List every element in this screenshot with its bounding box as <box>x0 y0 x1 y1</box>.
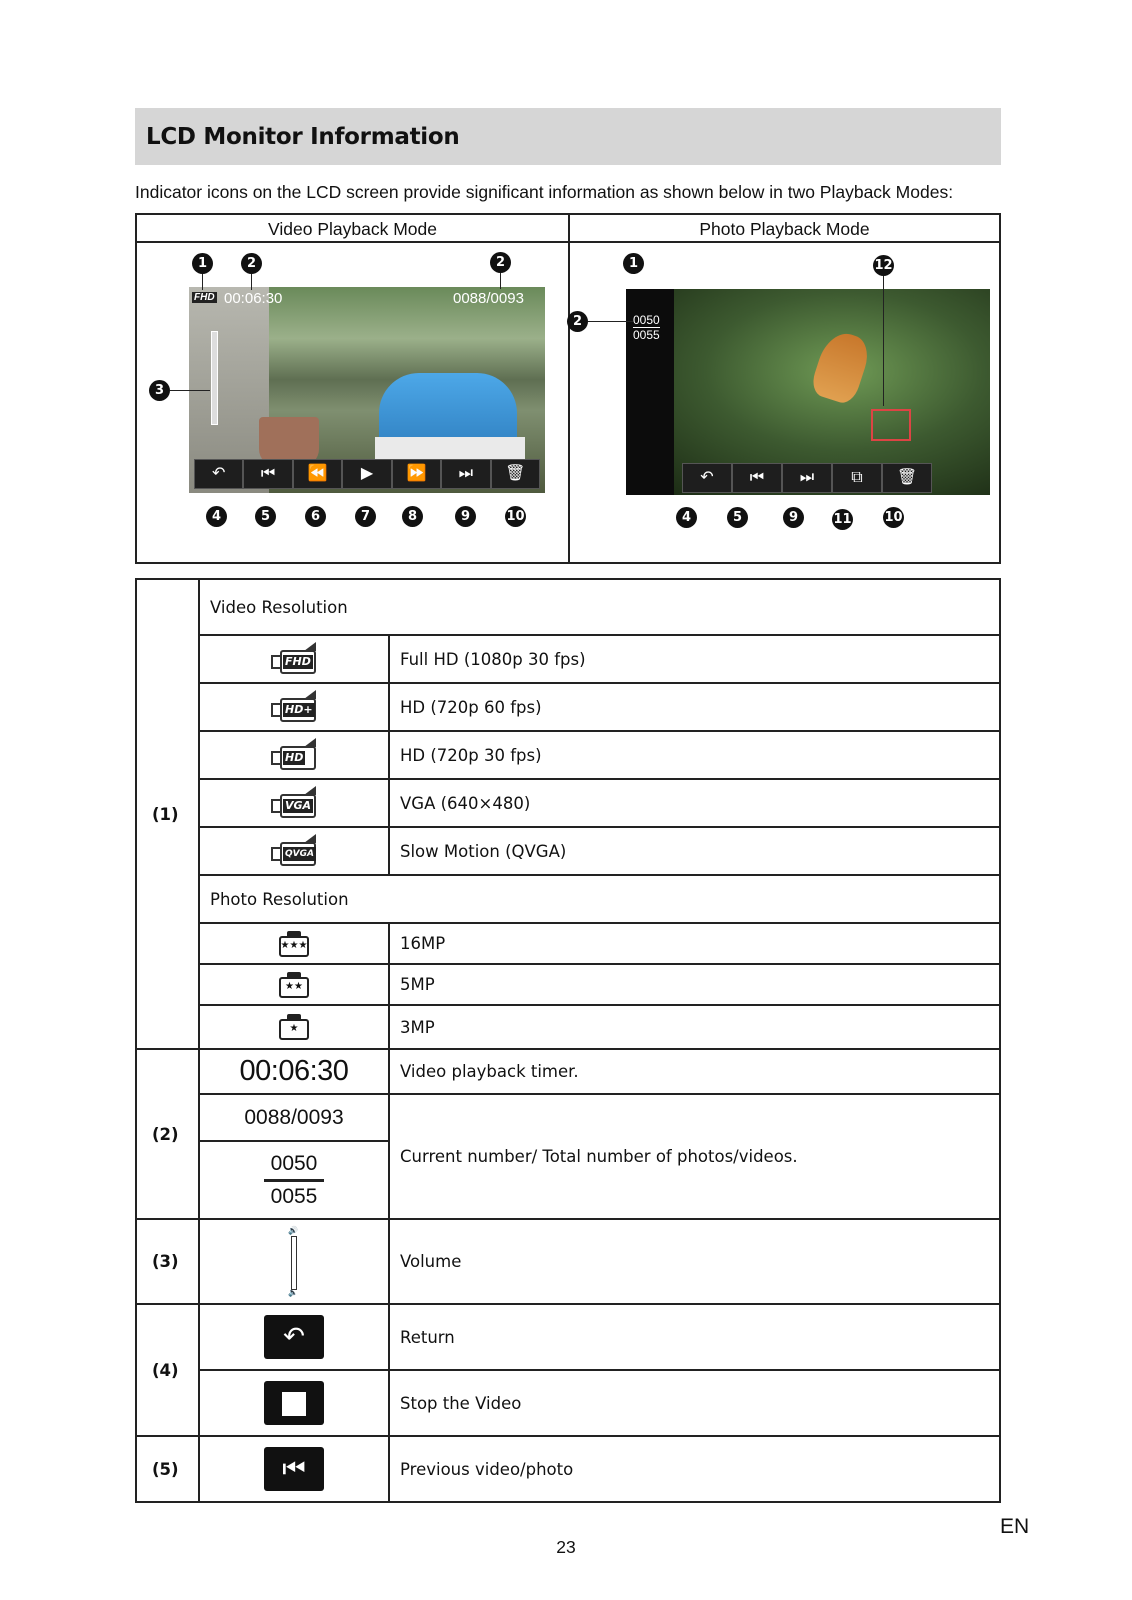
video-counter-icon <box>199 1094 389 1141</box>
callout-10-photo: 10 <box>883 507 904 528</box>
qvga-description: Slow Motion (QVGA) <box>389 827 1000 875</box>
3mp-icon: ★ <box>199 1005 389 1049</box>
callout-1-photo: 1 <box>623 253 644 274</box>
stop-button-icon <box>199 1370 389 1436</box>
hd-icon: HD <box>199 731 389 779</box>
volume-description: Volume <box>389 1219 1000 1304</box>
vga-icon: VGA <box>199 779 389 827</box>
playback-modes-panel <box>135 213 1001 564</box>
leader-line <box>170 390 210 391</box>
16mp-description: 16MP <box>389 923 1000 964</box>
previous-icon: ⏮ <box>264 1447 324 1491</box>
video-counter-overlay: 0088/0093 <box>453 290 524 307</box>
previous-description: Previous video/photo <box>389 1436 1000 1502</box>
previous-icon[interactable]: ⏮ <box>243 459 292 489</box>
fhd-icon: FHD <box>199 635 389 683</box>
next-icon[interactable]: ⏭ <box>782 463 832 493</box>
photo-resolution-heading: Photo Resolution <box>199 875 1000 923</box>
section-title: LCD Monitor Information <box>135 108 1001 165</box>
vga-description: VGA (640×480) <box>389 779 1000 827</box>
callout-4-video: 4 <box>206 506 227 527</box>
leader-line <box>883 276 884 406</box>
callout-3-video: 3 <box>149 380 170 401</box>
butterfly <box>809 328 874 407</box>
return-icon: ↶ <box>264 1315 324 1359</box>
callout-6-video: 6 <box>305 506 326 527</box>
callout-2-video-right: 2 <box>490 252 511 273</box>
callout-9-photo: 9 <box>783 507 804 528</box>
leader-line <box>588 321 633 322</box>
previous-button-icon <box>199 1436 389 1502</box>
return-icon[interactable]: ↶ <box>194 459 243 489</box>
counter-description: Current number/ Total number of photos/videos. <box>389 1094 1000 1219</box>
video-counter-value: 0088/0093 <box>244 1105 344 1129</box>
callout-4-photo: 4 <box>676 507 697 528</box>
callout-7-video: 7 <box>355 506 376 527</box>
timer-icon <box>199 1049 389 1094</box>
group-label-2: (2) <box>136 1049 199 1219</box>
fast-forward-icon[interactable]: ⏩ <box>392 459 441 489</box>
callout-8-video: 8 <box>402 506 423 527</box>
photo-counter-icon <box>199 1141 389 1219</box>
callout-5-photo: 5 <box>727 507 748 528</box>
video-mode-header: Video Playback Mode <box>137 215 568 243</box>
return-button-icon <box>199 1304 389 1370</box>
icon-information-table <box>135 578 1001 1503</box>
stop-description: Stop the Video <box>389 1370 1000 1436</box>
play-icon[interactable]: ▶ <box>342 459 391 489</box>
previous-icon[interactable]: ⏮ <box>732 463 782 493</box>
video-resolution-heading: Video Resolution <box>199 579 1000 635</box>
volume-icon <box>199 1219 389 1304</box>
group-label-3: (3) <box>136 1219 199 1304</box>
photo-playback-screenshot <box>626 289 990 495</box>
photo-counter-bottom: 0055 <box>633 328 660 342</box>
5mp-description: 5MP <box>389 964 1000 1005</box>
3mp-description: 3MP <box>389 1005 1000 1049</box>
leader-line <box>251 274 252 290</box>
hd-description: HD (720p 30 fps) <box>389 731 1000 779</box>
timer-value: 00:06:30 <box>239 1055 349 1087</box>
callout-2-photo: 2 <box>567 311 588 332</box>
callout-5-video: 5 <box>255 506 276 527</box>
volume-bar-overlay <box>211 331 218 425</box>
photo-counter-top-value: 0050 <box>270 1151 318 1175</box>
16mp-icon: ★★★ <box>199 923 389 964</box>
intro-text: Indicator icons on the LCD screen provide significant information as shown below in two Playback Modes: <box>135 182 954 202</box>
video-control-bar <box>194 459 540 489</box>
fhd-tag: FHD <box>194 292 215 303</box>
counter-divider <box>264 1179 324 1182</box>
page-number: 23 <box>556 1537 576 1557</box>
timer-description: Video playback timer. <box>389 1049 1000 1094</box>
callout-11-photo: 11 <box>832 509 853 530</box>
group-label-1: (1) <box>136 579 199 1049</box>
hd-plus-icon: HD+ <box>199 683 389 731</box>
leader-line <box>202 274 203 290</box>
delete-icon[interactable]: 🗑 <box>882 463 932 493</box>
video-timer-overlay: 00:06:30 <box>224 290 283 307</box>
callout-9-video: 9 <box>455 506 476 527</box>
stop-icon <box>264 1381 324 1425</box>
next-icon[interactable]: ⏭ <box>441 459 490 489</box>
callout-1-video: 1 <box>192 253 213 274</box>
hd-plus-description: HD (720p 60 fps) <box>389 683 1000 731</box>
delete-icon[interactable]: 🗑 <box>491 459 540 489</box>
photo-mode-header: Photo Playback Mode <box>570 215 999 243</box>
5mp-icon: ★★ <box>199 964 389 1005</box>
photo-counter-overlay <box>633 313 660 342</box>
speaker-low-icon: 🔈 <box>288 1287 298 1297</box>
volume-track <box>291 1236 297 1290</box>
return-description: Return <box>389 1304 1000 1370</box>
fhd-description: Full HD (1080p 30 fps) <box>389 635 1000 683</box>
callout-12-photo: 12 <box>873 255 894 276</box>
photo-counter-bottom-value: 0055 <box>270 1184 318 1208</box>
speaker-loud-icon: 🔊 <box>288 1225 298 1235</box>
callout-2-video-left: 2 <box>241 253 262 274</box>
return-icon[interactable]: ↶ <box>682 463 732 493</box>
callout-10-video: 10 <box>505 506 526 527</box>
photo-control-bar <box>682 463 932 493</box>
zoom-frame <box>871 409 911 441</box>
slideshow-icon[interactable]: ⧉ <box>832 463 882 493</box>
mode-divider <box>568 215 570 562</box>
photo-counter-top: 0050 <box>633 313 660 327</box>
qvga-icon: QVGA <box>199 827 389 875</box>
group-label-5: (5) <box>136 1436 199 1502</box>
leader-line <box>500 273 501 289</box>
video-playback-screenshot <box>189 287 545 493</box>
rewind-icon[interactable]: ⏪ <box>293 459 342 489</box>
language-label: EN <box>1000 1515 1030 1538</box>
group-label-4: (4) <box>136 1304 199 1436</box>
